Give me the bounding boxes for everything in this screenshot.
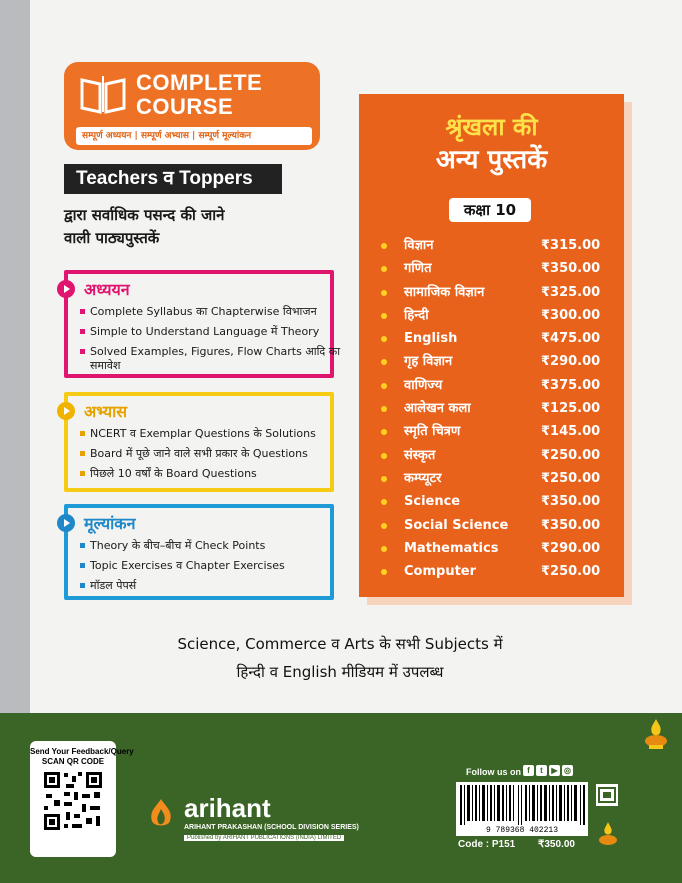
book-name: English: [404, 331, 458, 347]
bullet-icon: [381, 569, 387, 575]
feature-item: Solved Examples, Figures, Flow Charts आदि का समावेश: [80, 345, 345, 373]
book-name: Social Science: [404, 517, 509, 533]
availability-line1: Science, Commerce व Arts के सभी Subjects में: [177, 635, 503, 653]
series-title-line1: श्रृंखला की: [445, 113, 538, 141]
feature-item: Theory के बीच–बीच में Check Points: [80, 539, 345, 553]
play-icon: [57, 402, 75, 420]
book-price: ₹350.00: [541, 517, 601, 533]
book-price: ₹145.00: [541, 424, 601, 440]
availability-line2: हिन्दी व English मीडियम में उपलब्ध: [236, 663, 444, 681]
publisher-name: ARIHANT PRAKASHAN (SCHOOL DIVISION SERIES): [184, 824, 359, 831]
open-book-icon: [78, 74, 128, 114]
book-name: गृह विज्ञान: [404, 354, 453, 370]
book-price: ₹475.00: [541, 331, 601, 347]
book-price: ₹375.00: [541, 377, 601, 393]
bullet-icon: [381, 476, 387, 482]
book-name: हिन्दी: [404, 307, 429, 323]
barcode-icon: [456, 782, 588, 826]
list-item: [379, 281, 609, 304]
book-name: आलेखन कला: [404, 401, 471, 417]
bullet-icon: [381, 523, 387, 529]
book-price: ₹350.00: [541, 261, 601, 277]
teachers-toppers-banner: Teachers व Toppers: [64, 164, 282, 194]
feature-box-practice: [64, 392, 334, 492]
subtitle: [64, 204, 324, 250]
social-icons: [523, 765, 573, 776]
arihant-brand: [146, 793, 359, 850]
decorative-lamp-icon: [597, 821, 619, 847]
list-item: [379, 467, 609, 490]
footer-band: [0, 713, 682, 883]
barcode-number: 9 789368 402213: [456, 826, 588, 836]
bullet-icon: [381, 290, 387, 296]
feature-item: पिछले 10 वर्षों के Board Questions: [80, 467, 345, 481]
play-icon: [57, 280, 75, 298]
list-item: [379, 537, 609, 560]
complete-course-logo: [64, 62, 320, 150]
subtitle-line1: द्वारा सर्वाधिक पसन्द की जाने: [64, 206, 225, 224]
book-name: गणित: [404, 261, 432, 277]
feature-item: Board में पूछे जाने वाले सभी प्रकार के Questions: [80, 447, 345, 461]
feature-item: NCERT व Exemplar Questions के Solutions: [80, 427, 345, 441]
bullet-icon: [381, 546, 387, 552]
bullet-icon: [381, 383, 387, 389]
list-item: [379, 514, 609, 537]
list-item: [379, 304, 609, 327]
brand-name: arihant: [184, 793, 271, 823]
list-item: [379, 490, 609, 513]
book-price: ₹125.00: [541, 401, 601, 417]
book-name: सामाजिक विज्ञान: [404, 284, 485, 300]
logo-tagline: सम्पूर्ण अध्ययन | सम्पूर्ण अभ्यास | सम्पूर्ण मूल्यांकन: [76, 127, 312, 145]
list-item: [379, 350, 609, 373]
bullet-icon: [381, 406, 387, 412]
bullet-icon: [381, 336, 387, 342]
qr-code-icon[interactable]: [42, 770, 104, 832]
bullet-icon: [381, 266, 387, 272]
book-name: Mathematics: [404, 540, 499, 556]
bullet-icon: [381, 243, 387, 249]
isbn-logo-icon: [596, 784, 618, 806]
scan-qr-text: SCAN QR CODE: [41, 757, 105, 766]
bullet-icon: [381, 313, 387, 319]
left-spine-strip: [0, 0, 30, 713]
feature-heading: अध्ययन: [84, 280, 130, 299]
list-item: [379, 327, 609, 350]
book-price: ₹325.00: [541, 284, 601, 300]
series-books-panel: [359, 94, 624, 597]
bullet-icon: [381, 359, 387, 365]
book-name: Science: [404, 494, 461, 510]
book-name: स्मृति चित्रण: [404, 424, 461, 440]
feature-heading: मूल्यांकन: [84, 514, 136, 533]
feature-item: Complete Syllabus का Chapterwise विभाजन: [80, 305, 345, 319]
feature-item: Simple to Understand Language में Theory: [80, 325, 345, 339]
book-price: ₹250.00: [541, 447, 601, 463]
feature-box-study: [64, 270, 341, 378]
list-item: [379, 397, 609, 420]
book-price: ₹300.00: [541, 307, 601, 323]
book-name: संस्कृत: [404, 447, 436, 463]
play-icon: [57, 514, 75, 532]
book-price: ₹290.00: [541, 354, 601, 370]
published-by: Published by ARIHANT PUBLICATIONS (INDIA) LIMITED: [184, 835, 344, 841]
feature-box-evaluation: [64, 504, 334, 600]
bullet-icon: [381, 453, 387, 459]
book-price: ₹315.00: [541, 238, 601, 253]
class-label: कक्षा 10: [449, 198, 531, 222]
feedback-text: Send Your Feedback/Query: [30, 747, 134, 756]
barcode: [456, 782, 588, 826]
book-name: वाणिज्य: [404, 377, 443, 393]
decorative-lamp-icon: [643, 717, 669, 751]
book-name: Computer: [404, 564, 477, 580]
logo-line1: COMPLETE: [136, 70, 263, 95]
book-price-list: [379, 234, 609, 583]
youtube-icon[interactable]: ▶: [549, 765, 560, 776]
product-code: Code : P151: [458, 839, 516, 850]
list-item: [379, 444, 609, 467]
instagram-icon[interactable]: ◎: [562, 765, 573, 776]
bullet-icon: [381, 429, 387, 435]
book-price: ₹250.00: [541, 564, 601, 580]
subtitle-line2: वाली पाठ्यपुस्तकें: [64, 229, 160, 247]
list-item: [379, 257, 609, 280]
bullet-icon: [381, 499, 387, 505]
feedback-qr-card[interactable]: [30, 741, 134, 857]
series-title-line2: अन्य पुस्तकें: [435, 145, 548, 175]
follow-us-label: Follow us on: [466, 767, 521, 777]
facebook-icon[interactable]: f: [523, 765, 534, 776]
cover-price: ₹350.00: [538, 839, 575, 850]
book-name: विज्ञान: [404, 238, 434, 253]
book-price: ₹290.00: [541, 540, 601, 556]
book-price: ₹250.00: [541, 470, 601, 486]
list-item: [379, 234, 609, 257]
feature-heading: अभ्यास: [84, 402, 128, 421]
arihant-logo-icon: [146, 797, 176, 829]
feature-item: मॉडल पेपर्स: [80, 579, 345, 593]
twitter-icon[interactable]: t: [536, 765, 547, 776]
list-item: [379, 374, 609, 397]
list-item: [379, 560, 609, 583]
list-item: [379, 420, 609, 443]
book-name: कम्प्यूटर: [404, 470, 442, 486]
feature-item: Topic Exercises व Chapter Exercises: [80, 559, 345, 573]
book-price: ₹350.00: [541, 494, 601, 510]
logo-line2: COURSE: [136, 94, 234, 119]
